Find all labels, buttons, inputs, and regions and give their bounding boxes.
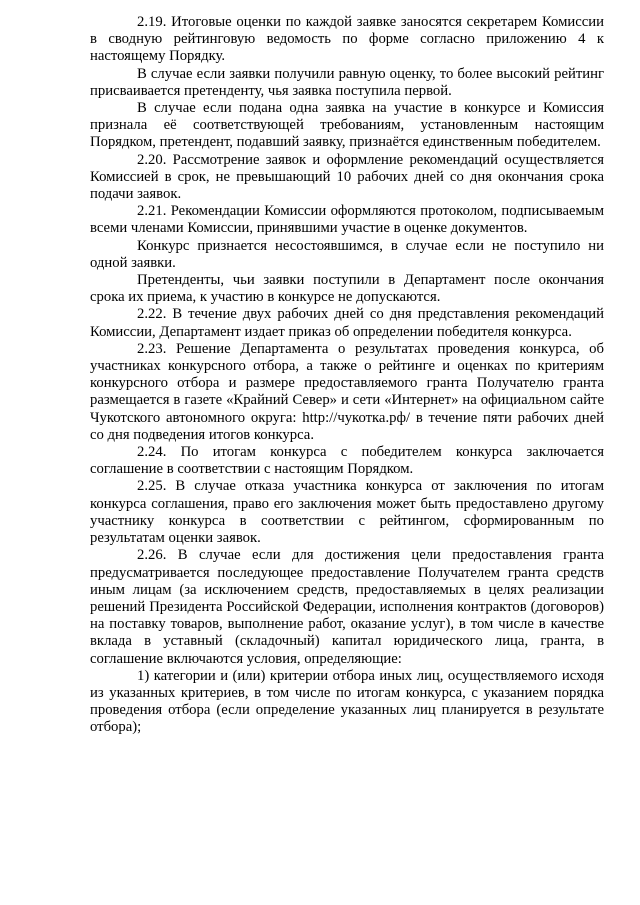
paragraph-2-25: 2.25. В случае отказа участника конкурса от заключения по итогам конкурса соглашения, право его заключения может быть предоставлено другому участнику конкурса в соответствии с рейтингом, сформированным по результатам оценки заявок. [90,478,604,547]
paragraph-2-24: 2.24. По итогам конкурса с победителем конкурса заключается соглашение в соответствии с настоящим Порядком. [90,444,604,478]
paragraph-2-21: 2.21. Рекомендации Комиссии оформляются протоколом, подписываемым всеми членами Комиссии, принявшими участие в оценке документов. [90,203,604,237]
paragraph-single-application: В случае если подана одна заявка на участие в конкурсе и Комиссия признала её соответствующей требованиям, установленным настоящим Порядком, претендент, подавший заявку, признаётся единственным победителем. [90,100,604,151]
paragraph-2-20: 2.20. Рассмотрение заявок и оформление рекомендаций осуществляется Комиссией в срок, не превышающий 10 рабочих дней со дня окончания срока подачи заявок. [90,151,604,203]
paragraph-equal-score: В случае если заявки получили равную оценку, то более высокий рейтинг присваивается претенденту, чья заявка поступила первой. [90,65,604,99]
paragraph-late-applications: Претенденты, чьи заявки поступили в Департамент после окончания срока их приема, к участию в конкурсе не допускаются. [90,272,604,306]
paragraph-2-23: 2.23. Решение Департамента о результатах проведения конкурса, об участниках конкурсного отбора, а также о рейтинге и оценках по критериям конкурсного отбора и размере предоставляемого гранта Получателю гранта размещается в газете «Крайний Север» и сети «Интернет» на официальном сайте Чукотского автономного округа: http://чукотка.рф/ в течение пяти рабочих дней со дня подведения итогов конкурса. [90,340,604,443]
document-page [90,14,604,737]
paragraph-2-26: 2.26. В случае если для достижения цели предоставления гранта предусматривается последующее предоставление Получателем гранта средств иным лицам (за исключением средств, предоставляемых в целях реализации решений Президента Российской Федерации, исполнения контрактов (договоров) на поставку товаров, выполнение работ, оказание услуг), в том числе в качестве вклада в уставный (складочный) капитал юридического лица, гранта, в соглашение включаются условия, определяющие: [90,547,604,667]
paragraph-failed-contest: Конкурс признается несостоявшимся, в случае если не поступило ни одной заявки. [90,237,604,271]
paragraph-2-22: 2.22. В течение двух рабочих дней со дня представления рекомендаций Комиссии, Департамент издает приказ об определении победителя конкурса. [90,306,604,340]
paragraph-2-19: 2.19. Итоговые оценки по каждой заявке заносятся секретарем Комиссии в сводную рейтинговую ведомость по форме согласно приложению 4 к настоящему Порядку. [90,14,604,65]
list-item-1: 1) категории и (или) критерии отбора иных лиц, осуществляемого исходя из указанных критериев, в том числе по итогам конкурса, с указанием порядка проведения отбора (если определение указанных лиц планируется в результате отбора); [90,667,604,736]
